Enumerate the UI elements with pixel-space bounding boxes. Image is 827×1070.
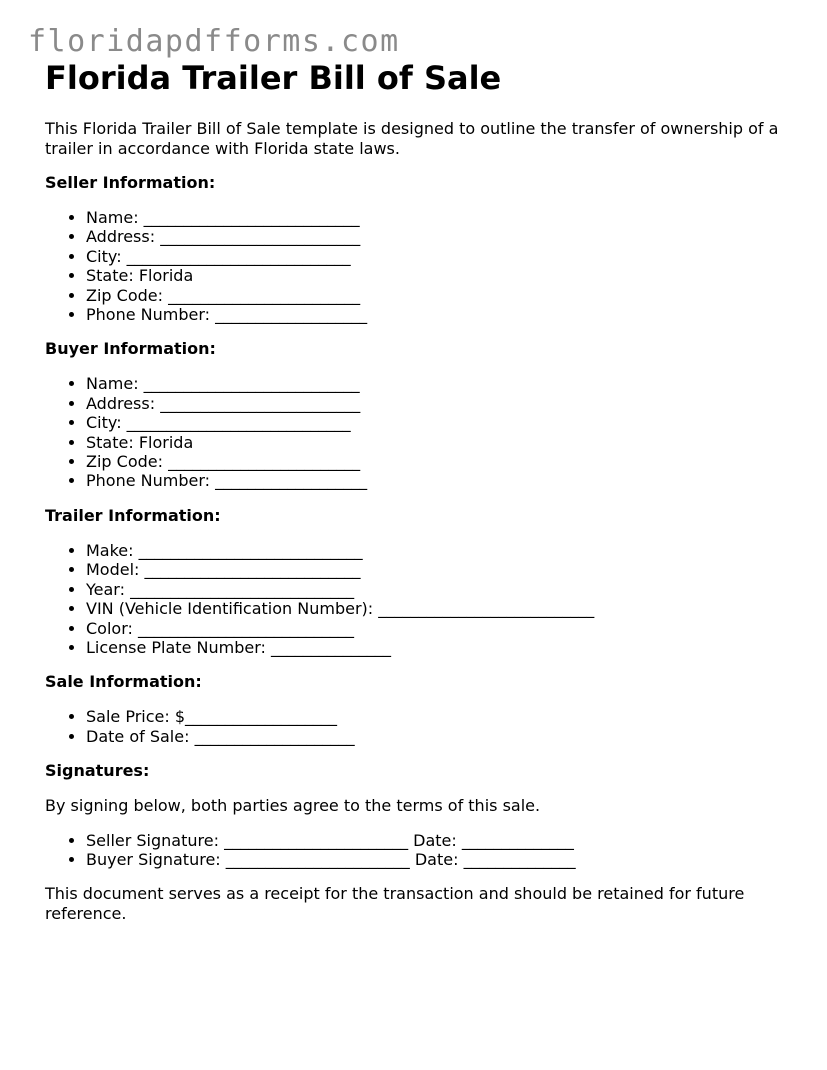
buyer-state-field: • State: Florida	[86, 433, 785, 452]
trailer-make-field: • Make: ____________________________	[86, 541, 785, 560]
trailer-year-field: • Year: ____________________________	[86, 580, 785, 599]
seller-address-field: • Address: _________________________	[86, 227, 785, 246]
seller-name-field: • Name: ___________________________	[86, 208, 785, 227]
signatures-list	[45, 831, 785, 870]
buyer-city-field: • City: ____________________________	[86, 413, 785, 432]
seller-state-field: • State: Florida	[86, 266, 785, 285]
sale-list	[45, 707, 785, 746]
buyer-heading: Buyer Information:	[45, 339, 216, 359]
buyer-zip-field: • Zip Code: ________________________	[86, 452, 785, 471]
seller-heading: Seller Information:	[45, 173, 216, 192]
sale-date-field: • Date of Sale: ____________________	[86, 727, 785, 746]
seller-phone-field: • Phone Number: ___________________	[86, 305, 785, 324]
sale-price-field: • Sale Price: $___________________	[86, 707, 785, 726]
seller-zip-field: • Zip Code: ________________________	[86, 286, 785, 305]
buyer-list	[45, 374, 785, 490]
intro-paragraph: This Florida Trailer Bill of Sale template is designed to outline the transfer of ownership of a trailer in accordance with Florida state laws.	[45, 119, 779, 158]
seller-city-field: • City: ____________________________	[86, 247, 785, 266]
trailer-vin-field: • VIN (Vehicle Identification Number): ___________________________	[86, 599, 785, 618]
buyer-name-field: • Name: ___________________________	[86, 374, 785, 393]
trailer-heading: Trailer Information:	[45, 505, 221, 525]
buyer-signature-field: • Buyer Signature: _______________________ Date: ______________	[86, 850, 785, 869]
buyer-address-field: • Address: _________________________	[86, 394, 785, 413]
seller-list	[45, 208, 785, 324]
sale-heading: Sale Information:	[45, 672, 202, 692]
closing-paragraph: This document serves as a receipt for the transaction and should be retained for future reference.	[45, 884, 745, 923]
signatures-heading: Signatures:	[45, 761, 150, 781]
page-title: Florida Trailer Bill of Sale	[45, 59, 502, 97]
trailer-list	[45, 541, 785, 657]
seller-signature-field: • Seller Signature: _______________________ Date: ______________	[86, 831, 785, 850]
trailer-color-field: • Color: ___________________________	[86, 619, 785, 638]
buyer-phone-field: • Phone Number: ___________________	[86, 471, 785, 490]
trailer-model-field: • Model: ___________________________	[86, 560, 785, 579]
watermark: floridapdfforms.com	[28, 24, 400, 59]
trailer-plate-field: • License Plate Number: _______________	[86, 638, 785, 657]
signatures-text: By signing below, both parties agree to the terms of this sale.	[45, 796, 541, 816]
document-body	[45, 58, 785, 923]
